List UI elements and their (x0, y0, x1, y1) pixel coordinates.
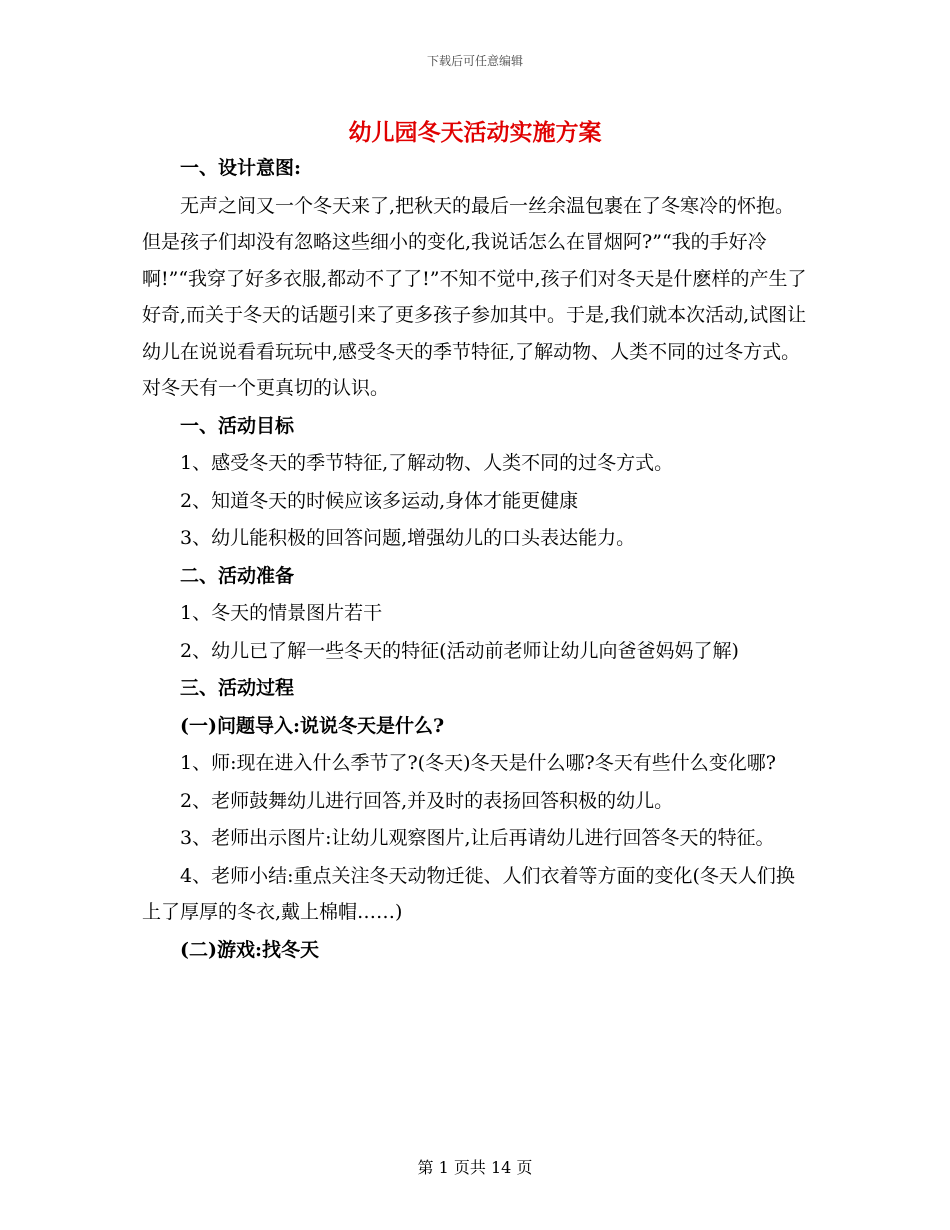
paragraph: 2、知道冬天的时候应该多运动,身体才能更健康 (180, 489, 579, 512)
paragraph: 1、感受冬天的季节特征,了解动物、人类不同的过冬方式。 (180, 452, 674, 474)
section-heading: 三、活动过程 (180, 677, 295, 699)
paragraph: 2、幼儿已了解一些冬天的特征(活动前老师让幼儿向爸爸妈妈了解) (180, 639, 739, 662)
document-title: 幼儿园冬天活动实施方案 (348, 119, 602, 146)
section-heading: 一、活动目标 (180, 414, 295, 437)
paragraph: 1、师:现在进入什么季节了?(冬天)冬天是什么哪?冬天有些什么变化哪? (180, 752, 776, 774)
paragraph: 1、冬天的情景图片若干 (180, 602, 383, 624)
paragraph: 3、老师出示图片:让幼儿观察图片,让后再请幼儿进行回答冬天的特征。 (180, 827, 775, 849)
paragraph: 4、老师小结:重点关注冬天动物迁徙、人们衣着等方面的变化(冬天人们换上了厚厚的冬衣,戴上棉帽……) (142, 864, 795, 923)
paragraph: 无声之间又一个冬天来了,把秋天的最后一丝余温包裹在了冬寒冷的怀抱。但是孩子们却没有忽略这些细小的变化,我说话怎么在冒烟阿?”“我的手好冷啊!”“我穿了好多衣服,都动不了了!”不知不觉中,孩子们对冬天是什麽样的产生了好奇,而关于冬天的话题引来了更多孩子参加其中。于是,我们就本次活动,试图让幼儿在说说看看玩玩中,感受冬天的季节特征,了解动物、人类不同的过冬方式。对冬天有一个更真切的认识。 (142, 194, 807, 399)
paragraph: 2、老师鼓舞幼儿进行回答,并及时的表扬回答积极的幼儿。 (180, 789, 674, 812)
document-body (142, 150, 810, 969)
page-footer: 第 1 页共 14 页 (417, 1158, 533, 1177)
section-heading: 一、设计意图: (180, 157, 302, 179)
header-note: 下载后可任意编辑 (426, 54, 523, 68)
section-heading: 二、活动准备 (180, 564, 295, 587)
paragraph: 3、幼儿能积极的回答问题,增强幼儿的口头表达能力。 (180, 527, 636, 549)
section-heading: (二)游戏:找冬天 (180, 938, 319, 961)
section-heading: (一)问题导入:说说冬天是什么? (180, 714, 445, 737)
